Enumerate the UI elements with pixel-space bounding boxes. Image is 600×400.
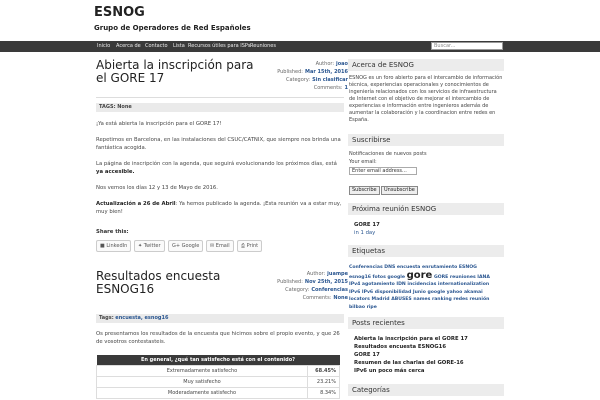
tag-cloud[interactable]: Conferencias DNS encuesta enrutamiento ESNOG esnog16 fotos google gore GORE reuniones IANA IPv4 agotamiento IDN incidencias internationalization IPv6 IPv6 disponibilidad Junio google yahoo akamai locators Madrid ABUSES names ranking redes reunión bilbao ripe <box>349 265 490 310</box>
table-row: Moderadamente satisfecho 8.34% <box>97 387 340 398</box>
about-text: ESNOG es un foro abierto para el intercambio de información técnica, experiencias operacionales y conocimientos de ingeniería relacionados con los servicios de infraestructura de Internet con el objetivo de mejorar el intercambio de experiencias e información entre ingenieros además de aumentar la colaboración y la coordinacion entre redes en España. <box>349 75 503 123</box>
table-row: Extremadamente satisfecho 68.45% <box>97 365 340 376</box>
table-header: En general, ¿qué tan satisfecho está con el contenido? <box>97 355 340 365</box>
share-label: Share this: <box>96 229 129 235</box>
post-tags: Tags: encuesta, esnog16 <box>96 314 344 323</box>
author-link[interactable]: juampe <box>327 271 348 277</box>
nav-item-inicio[interactable]: Inicio <box>97 43 111 49</box>
divider <box>96 97 344 98</box>
published-date: Nov 25th, 2015 <box>304 279 348 285</box>
nav-item-reuniones[interactable]: Reuniones <box>250 43 276 49</box>
nav-item-contacto[interactable]: Contacto <box>145 43 168 49</box>
survey-table <box>96 355 340 399</box>
tag-links[interactable]: encuesta, esnog16 <box>115 315 169 321</box>
nav-item-lista[interactable]: Lista <box>173 43 185 49</box>
widget-title-about: Acerca de ESNOG <box>348 59 504 71</box>
author-link[interactable]: joao <box>336 61 348 67</box>
widget-title-categories: Categorías <box>348 384 504 396</box>
next-event-countdown: in 1 day <box>354 230 376 236</box>
main-nav <box>0 41 600 52</box>
share-google-button[interactable]: G+ Google <box>168 240 203 252</box>
post-paragraph: Os presentamos los resultados de la encuesta que hicimos sobre el propio evento, y que 26 de vosotros contestasteis. <box>96 331 340 345</box>
share-linkedin-button[interactable]: ■ LinkedIn <box>96 240 131 252</box>
table-row: Muy satisfecho 23.21% <box>97 376 340 387</box>
recent-post-link[interactable]: IPv6 un poco más cerca <box>354 368 425 374</box>
subscribe-text: Notificaciones de nuevos posts <box>349 151 427 157</box>
agenda-link[interactable]: ya accesible. <box>96 169 135 175</box>
email-field[interactable]: Enter email address... <box>349 167 417 175</box>
post-paragraph: Nos vemos los días 12 y 13 de Mayo de 2016. <box>96 185 218 191</box>
email-label: Your email: <box>349 159 377 165</box>
post-paragraph: La página de inscripción con la agenda, que seguirá evolucionando los próximos días, está ya accesible. <box>96 161 337 175</box>
widget-title-tags: Etiquetas <box>348 245 504 257</box>
share-print-button[interactable]: ⎙ Print <box>237 240 262 252</box>
published-date: Mar 15th, 2016 <box>304 69 348 75</box>
widget-title-recent: Posts recientes <box>348 317 504 329</box>
search-input[interactable]: Buscar... <box>431 42 503 50</box>
nav-item-recursos[interactable]: Recursos útiles para ISPs <box>188 43 251 49</box>
widget-title-next-meeting: Próxima reunión ESNOG <box>348 203 504 215</box>
next-event-link[interactable]: GORE 17 <box>354 222 380 228</box>
post-tags: TAGS: None <box>96 103 344 112</box>
post-paragraph: Repetimos en Barcelona, en las instalaciones del CSUC/CATNIX, que siempre nos brinda una fantástica acogida. <box>96 137 341 151</box>
recent-post-link[interactable]: Resultados encuesta ESNOG16 <box>354 344 447 350</box>
site-description: Grupo de Operadores de Red Españoles <box>94 24 251 32</box>
subscribe-button[interactable]: Subscribe <box>349 186 380 195</box>
post-title[interactable]: Resultados encuesta ESNOG16 <box>96 269 221 296</box>
widget-title-subscribe: Suscribirse <box>348 134 504 146</box>
share-email-button[interactable]: ✉ Email <box>206 240 234 252</box>
post-meta: Author: joao Published: Mar 15th, 2016 Category: Sin clasificar Comments: 1 <box>277 61 348 91</box>
site-title[interactable]: ESNOG <box>94 5 145 20</box>
unsubscribe-button[interactable]: Unsubscribe <box>381 186 418 195</box>
category-link[interactable]: Conferencias <box>311 287 348 293</box>
share-twitter-button[interactable]: ✦ Twitter <box>134 240 165 252</box>
nav-item-acerca[interactable]: Acerca de <box>116 43 141 49</box>
post-paragraph: ¡Ya está abierta la inscripción para el GORE 17! <box>96 121 222 127</box>
recent-post-link[interactable]: Resumen de las charlas del GORE-16 <box>354 360 464 366</box>
recent-post-link[interactable]: Abierta la inscripción para el GORE 17 <box>354 336 468 342</box>
post-meta: Author: juampe Published: Nov 25th, 2015 Category: Conferencias Comments: None <box>277 271 348 301</box>
post-paragraph: Actualización a 26 de Abril: Ya hemos publicado la agenda. ¡Esta reunión va a estar muy, muy bien! <box>96 201 342 215</box>
comments-link[interactable]: None <box>333 295 348 301</box>
site-header <box>0 0 600 40</box>
category-link[interactable]: Sin clasificar <box>312 77 348 83</box>
recent-post-link[interactable]: GORE 17 <box>354 352 380 358</box>
post-title[interactable]: Abierta la inscripción para el GORE 17 <box>96 58 254 85</box>
comments-link[interactable]: 1 <box>344 85 348 91</box>
